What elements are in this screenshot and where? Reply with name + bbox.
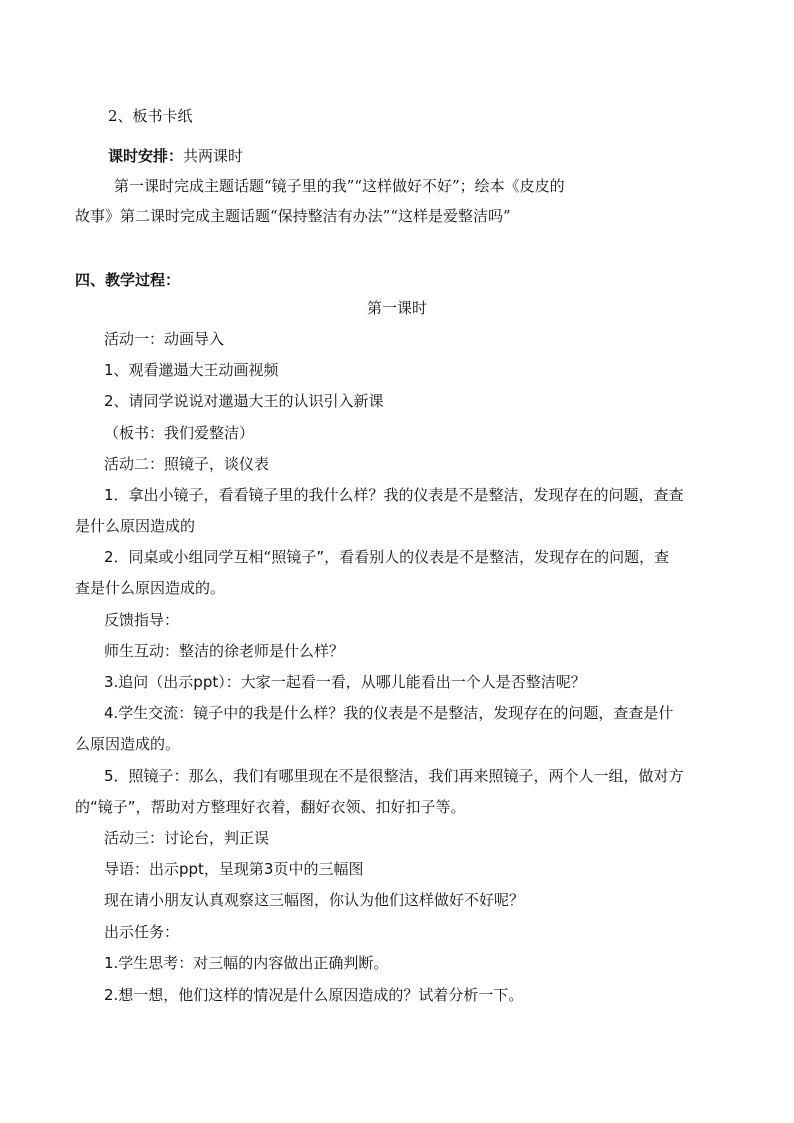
section-heading: 四、教学过程： [75, 271, 181, 289]
body-line: 是什么原因造成的 [75, 517, 196, 535]
body-line: 查是什么原因造成的。 [75, 579, 226, 597]
body-line: 2.想一想，他们这样的情况是什么原因造成的？试着分析一下。 [104, 986, 524, 1004]
body-line: 2．同桌或小组同学互相“照镜子”，看看别人的仪表是不是整洁，发现存在的问题，查 [104, 548, 670, 566]
schedule-desc-line-2: 故事》第二课时完成主题话题“保持整洁有办法”“这样是爱整洁吗” [75, 207, 511, 225]
body-line: 么原因造成的。 [75, 735, 181, 753]
body-line: 活动一：动画导入 [104, 330, 225, 348]
schedule-value: 共两课时 [183, 147, 244, 165]
schedule-line [108, 146, 243, 166]
body-line: 活动三：讨论台，判正误 [104, 829, 270, 847]
body-line: 4.学生交流：镜子中的我是什么样？我的仪表是不是整洁，发现存在的问题，查查是什 [104, 704, 674, 722]
schedule-desc-line-1: 第一课时完成主题话题“镜子里的我”“这样做好不好”；绘本《皮皮的 [114, 177, 565, 195]
schedule-label: 课时安排： [108, 147, 184, 165]
body-line: 1.学生思考：对三幅的内容做出正确判断。 [104, 954, 389, 972]
body-line: （板书：我们爱整洁） [104, 424, 255, 442]
body-line: 反馈指导： [104, 611, 180, 629]
body-line: 2、请同学说说对邋遢大王的认识引入新课 [104, 392, 384, 410]
body-line: 5．照镜子：那么，我们有哪里现在不是很整洁，我们再来照镜子，两个人一组，做对方 [104, 767, 684, 785]
body-line: 3.追问（出示ppt）：大家一起看一看，从哪儿能看出一个人是否整洁呢？ [104, 673, 586, 691]
body-line: 导语：出示ppt，呈现第3页中的三幅图 [104, 860, 364, 878]
body-line: 的“镜子”，帮助对方整理好衣着，翻好衣领、扣好扣子等。 [75, 798, 466, 816]
lesson-title: 第一课时 [366, 299, 427, 317]
body-line: 活动二：照镜子，谈仪表 [104, 455, 270, 473]
body-line: 出示任务： [104, 923, 180, 941]
body-line: 1．拿出小镜子，看看镜子里的我什么样？我的仪表是不是整洁，发现存在的问题，查查 [104, 486, 684, 504]
body-line: 1、观看邋遢大王动画视频 [104, 361, 279, 379]
body-line: 现在请小朋友认真观察这三幅图，你认为他们这样做好不好呢？ [104, 891, 525, 909]
body-line: 师生互动：整洁的徐老师是什么样？ [104, 642, 345, 660]
materials-item: 2、板书卡纸 [108, 107, 193, 125]
